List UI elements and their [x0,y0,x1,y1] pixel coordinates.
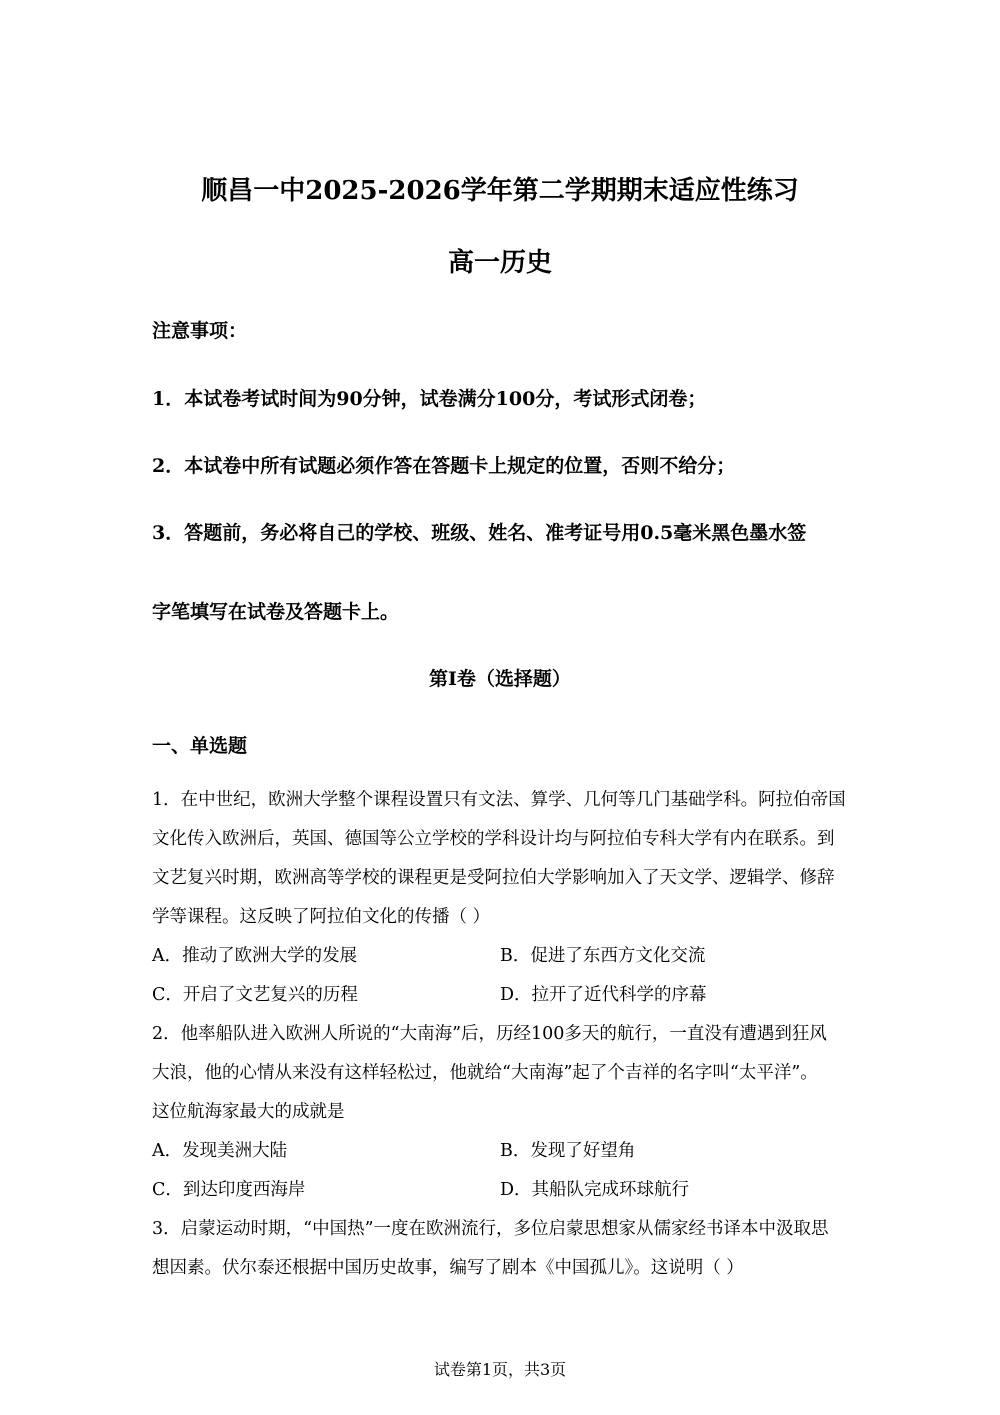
exam-title: 顺昌一中2025-2026学年第二学期期末适应性练习 [201,176,799,206]
notice-item: 1．本试卷考试时间为90分钟，试卷满分100分，考试形式闭卷； [152,388,707,410]
question-line: 3．启蒙运动时期，“中国热”一度在欧洲流行，多位启蒙思想家从儒家经书译本中汲取思 [152,1219,829,1239]
notice-item: 字笔填写在试卷及答题卡上。 [152,601,400,623]
notice-heading: 注意事项： [152,320,248,342]
notice-item: 3．答题前，务必将自己的学校、班级、姓名、准考证号用0.5毫米黑色墨水签 [152,522,807,544]
option-c: C．到达印度西海岸 [152,1180,306,1200]
part-title: 一、单选题 [152,735,248,757]
notice-item: 2．本试卷中所有试题必须作答在答题卡上规定的位置，否则不给分； [152,455,736,477]
option-a: A．发现美洲大陆 [152,1141,288,1161]
option-b: B．促进了东西方文化交流 [500,946,706,966]
option-a: A．推动了欧洲大学的发展 [152,946,358,966]
option-b: B．发现了好望角 [500,1141,636,1161]
page-footer: 试卷第1页，共3页 [433,1360,567,1379]
question-line: 文艺复兴时期，欧洲高等学校的课程更是受阿拉伯大学影响加入了天文学、逻辑学、修辞 [152,868,835,888]
option-d: D．其船队完成环球航行 [500,1180,690,1200]
question-line: 文化传入欧洲后，英国、德国等公立学校的学科设计均与阿拉伯专科大学有内在联系。到 [152,829,835,849]
question-line: 学等课程。这反映了阿拉伯文化的传播（ ） [152,907,491,927]
option-c: C．开启了文艺复兴的历程 [152,985,358,1005]
question-line: 1．在中世纪，欧洲大学整个课程设置只有文法、算学、几何等几门基础学科。阿拉伯帝国 [152,790,846,810]
question-line: 这位航海家最大的成就是 [152,1102,345,1122]
volume-title: 第I卷（选择题） [429,668,571,690]
subject-title: 高一历史 [447,248,552,278]
question-line: 想因素。伏尔泰还根据中国历史故事，编写了剧本《中国孤儿》。这说明（ ） [152,1258,744,1278]
question-line: 2．他率船队进入欧洲人所说的“大南海”后，历经100多天的航行，一直没有遭遇到狂风 [152,1024,827,1044]
option-d: D．拉开了近代科学的序幕 [500,985,707,1005]
question-line: 大浪，他的心情从来没有这样轻松过，他就给“大南海”起了个吉祥的名字叫“太平洋”。 [152,1063,818,1083]
